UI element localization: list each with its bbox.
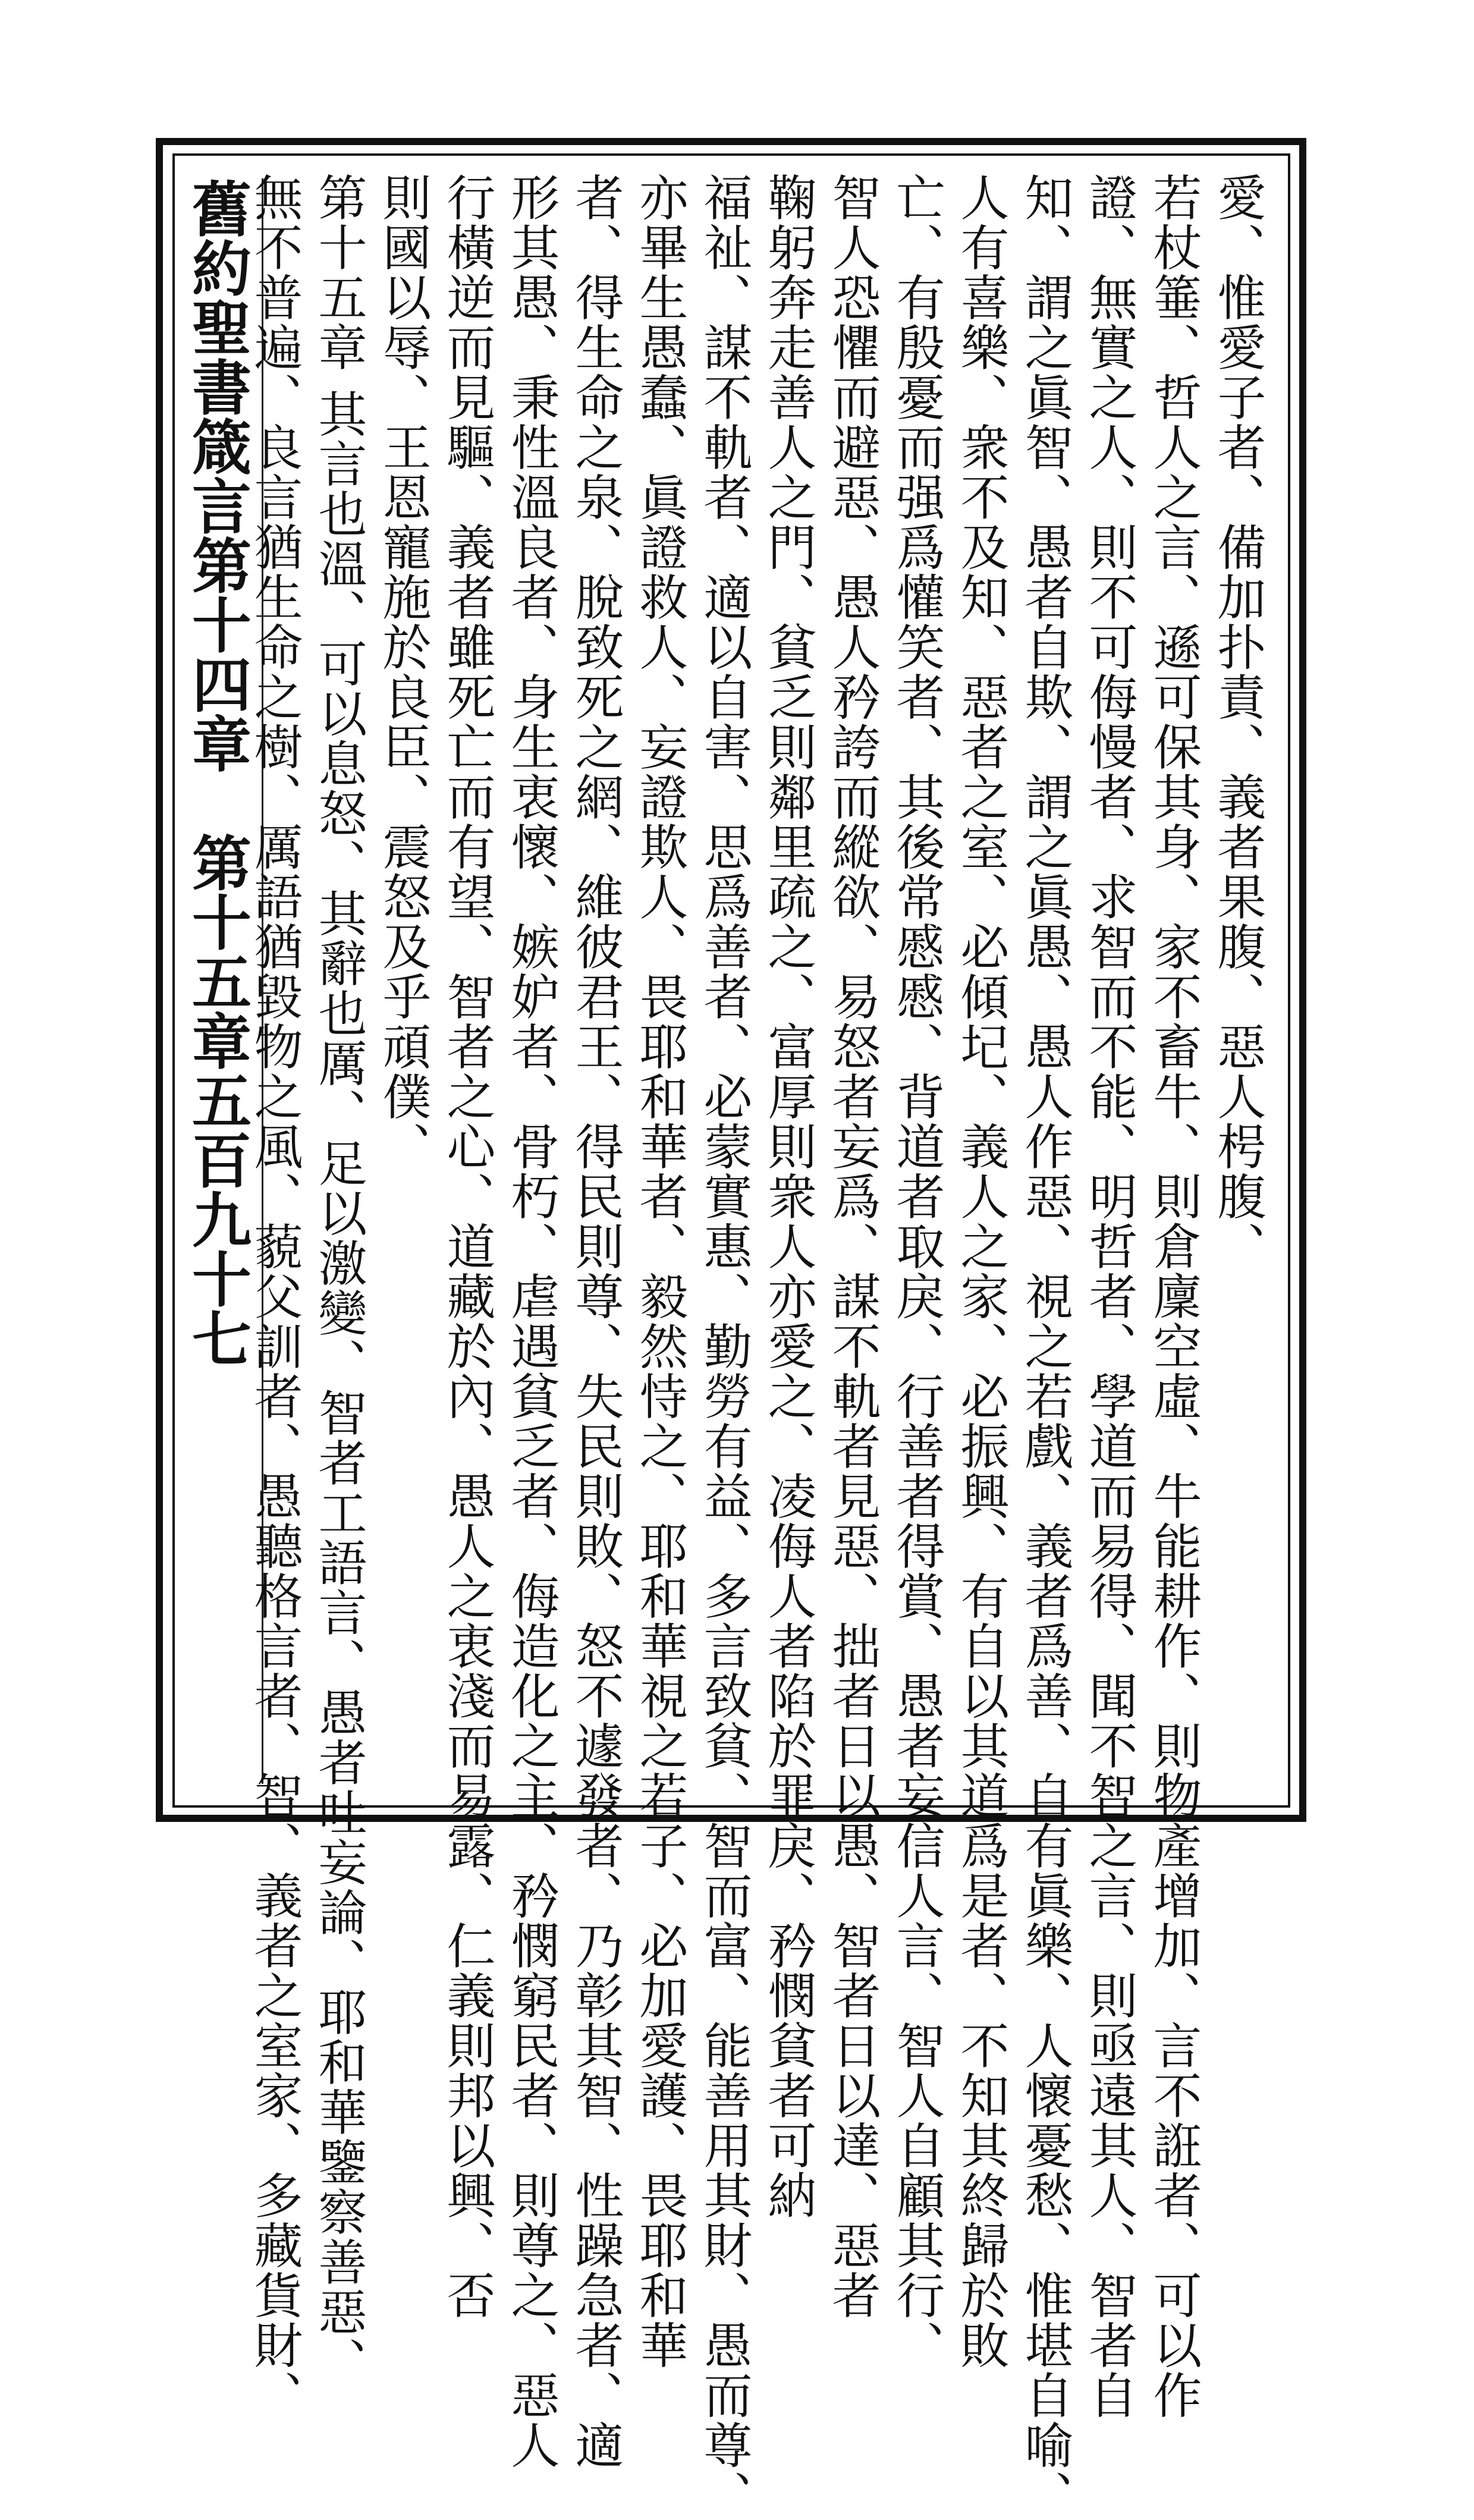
text-column: 知、謂之眞智、愚者自欺、謂之眞愚、愚人作惡、視之若戲、義者爲善、自有眞樂、人懷憂愁、惟堪自喻、: [1017, 172, 1073, 2520]
text-column: 者、得生命之泉、脫致死之網、維彼君王、得民則尊、失民則敗、怒不遽發者、乃彰其智、性躁急者、適: [567, 172, 624, 2470]
text-column: 證、無實之人、則不可侮慢者、求智而不能、明哲者、學道而易得、聞不智之言、則亟遠其人、智者自: [1081, 172, 1137, 2420]
text-column: 形其愚、秉性溫良者、身生衷懷、嫉妒者、骨朽、虐遇貧乏者、侮造化之主、矜憫窮民者、則尊之、惡人: [503, 172, 560, 2470]
text-column: 無不普遍、良言猶生命之樹、厲語猶毀物之風、藐父訓者、愚聽格言者、智、義者之室家、多藏貨財、: [246, 172, 303, 2420]
chapter-range: 第十四章 第十五章: [182, 535, 252, 1070]
text-column: 愛、惟愛子者、備加扑責、義者果腹、惡人枵腹、: [1209, 172, 1266, 1271]
book-title: 舊約聖書: [182, 178, 252, 416]
page-number: 五百九十七: [182, 1070, 252, 1368]
text-column: 鞠躬奔走善人之門、貧乏則鄰里疏之、富厚則衆人亦愛之、凌侮人者陷於罪戾、矜憫貧者可納: [760, 172, 816, 2220]
text-column: 智人恐懼而避惡、愚人矜誇而縱欲、易怒者妄爲、謀不軌者見惡、拙者日以愚、智者日以達、惡者: [824, 172, 881, 2320]
text-column: 人有喜樂、衆不及知、惡者之室、必傾圮、義人之家、必振興、有自以其道爲是者、不知其終歸於敗: [953, 172, 1009, 2370]
text-column: 福祉、謀不軌者、適以自害、思爲善者、必蒙實惠、勤勞有益、多言致貧、智而富、能善用其財、愚而尊、: [696, 172, 752, 2520]
running-header: [178, 178, 250, 1796]
text-column: 若杖箠、哲人之言、遜可保其身、家不畜牛、則倉廩空虛、牛能耕作、則物產增加、言不誑者、可以作: [1145, 172, 1202, 2420]
text-column: 行橫逆而見驅、義者雖死亡而有望、智者之心、道藏於內、愚人之衷淺而易露、仁義則邦以興、否: [439, 172, 495, 2320]
text-column: 則國以辱、王恩寵施於良臣、震怒及乎頑僕、: [375, 172, 431, 1171]
text-column: 亦畢生愚蠢、眞證救人、妄證欺人、畏耶和華者、毅然恃之、耶和華視之若子、必加愛護、畏耶和華: [631, 172, 688, 2370]
section-title: 箴言: [182, 416, 252, 535]
text-column: 亡、有殷憂而强爲懽笑者、其後常慼慼、背道者取戾、行善者得賞、愚者妄信人言、智人自顧其行、: [888, 172, 945, 2370]
scripture-text: [246, 172, 1269, 2520]
text-column: 第十五章 其言也溫、可以息怒、其辭也厲、足以激變、智者工語言、愚者吐妄論、耶和華鑒察善惡、: [310, 172, 367, 2387]
